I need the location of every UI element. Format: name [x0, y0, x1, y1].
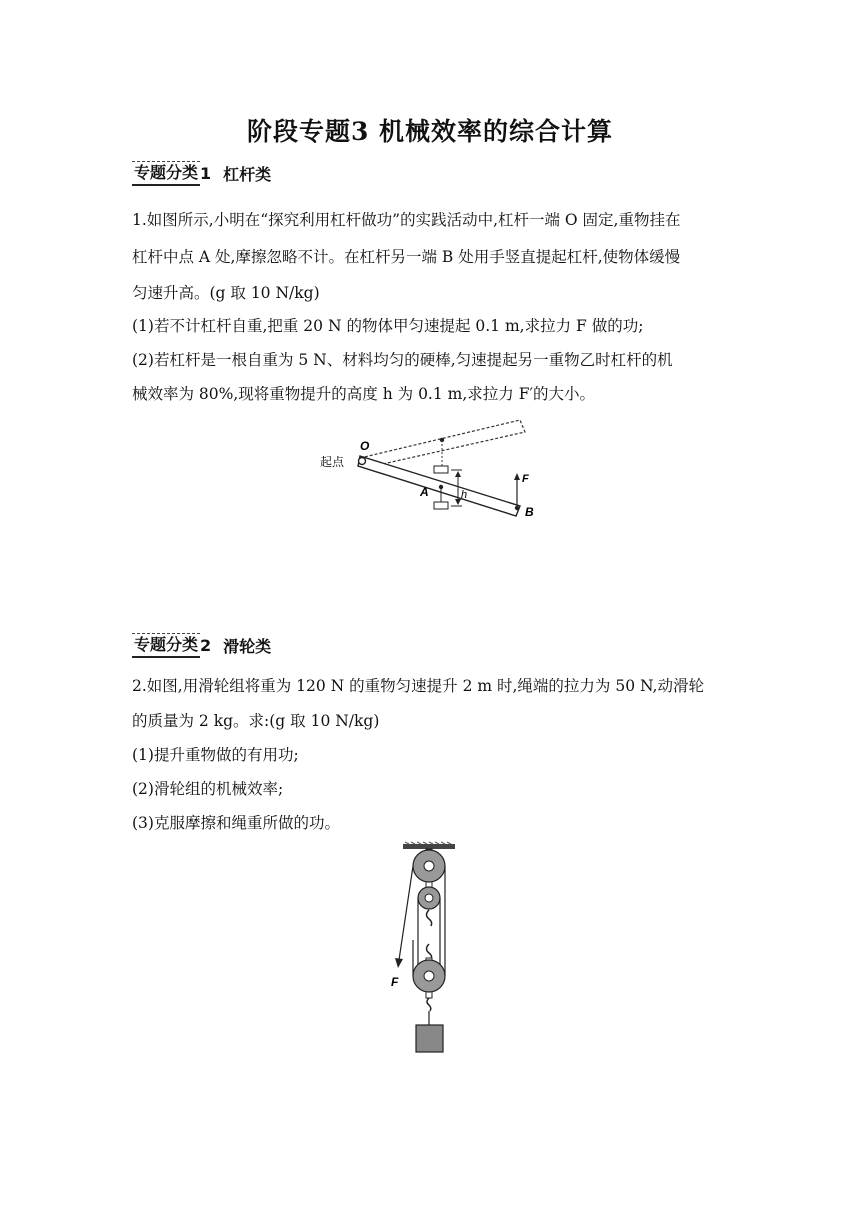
force-arrowhead — [395, 958, 403, 968]
free-rope — [399, 866, 413, 960]
pivot-point — [359, 458, 366, 465]
fixed-pulley-large-axle — [424, 861, 434, 871]
q1-line-3: 匀速升高。(g 取 10 N/kg) — [132, 284, 320, 302]
lower-hook — [427, 998, 431, 1011]
b-label: B — [525, 505, 534, 519]
pulley-diagram — [385, 840, 475, 1055]
h-label: h — [461, 489, 468, 501]
f-label: F — [522, 473, 529, 485]
q2-part-3: (3)克服摩擦和绳重所做的功。 — [132, 814, 340, 832]
a-label: A — [420, 485, 429, 499]
page-title: 阶段专题3 机械效率的综合计算 — [246, 117, 614, 146]
section-1-header — [132, 160, 271, 186]
lower-weight — [434, 502, 448, 509]
section-title: 滑轮类 — [223, 636, 272, 656]
upper-hook — [427, 910, 432, 926]
section-number: 1 — [200, 163, 212, 183]
ceiling-bar — [403, 844, 455, 849]
raised-weight — [434, 466, 448, 473]
start-label: 起点 — [320, 455, 345, 469]
section-tag: 专题分类 — [132, 633, 200, 658]
q1-line-1: 1.如图所示,小明在“探究利用杠杆做功”的实践活动中,杠杆一端 O 固定,重物挂在 — [132, 211, 681, 229]
h-arrow-up — [455, 471, 461, 477]
o-label: O — [360, 439, 370, 453]
section-title: 杠杆类 — [223, 164, 272, 184]
movable-pulley-large-axle — [424, 971, 434, 981]
section-tag: 专题分类 — [132, 161, 200, 186]
q1-part-2b: 械效率为 80%,现将重物提升的高度 h 为 0.1 m,求拉力 F′的大小。 — [132, 385, 595, 403]
f-label: F — [391, 975, 399, 989]
load-block — [416, 1025, 443, 1052]
q1-part-2a: (2)若杠杆是一根自重为 5 N、材料均匀的硬棒,匀速提起另一重物乙时杠杆的机 — [132, 351, 673, 369]
q1-line-2: 杠杆中点 A 处,摩擦忽略不计。在杠杆另一端 B 处用手竖直提起杠杆,使物体缓慢 — [132, 248, 681, 266]
q2-part-2: (2)滑轮组的机械效率; — [132, 780, 284, 798]
fixed-pulley-small-axle — [425, 894, 433, 902]
ceiling-hatching — [405, 842, 451, 844]
section-2-header — [132, 632, 271, 658]
pulley-figure — [385, 840, 475, 1059]
q1-part-1: (1)若不计杠杆自重,把重 20 N 的物体甲匀速提起 0.1 m,求拉力 F 做的功; — [132, 317, 644, 335]
q2-line-1: 2.如图,用滑轮组将重为 120 N 的重物匀速提升 2 m 时,绳端的拉力为 50 N,动滑轮 — [132, 677, 704, 695]
section-number: 2 — [200, 635, 212, 655]
force-arrowhead — [514, 473, 520, 480]
q2-part-1: (1)提升重物做的有用功; — [132, 746, 299, 764]
lever-diagram — [320, 410, 550, 525]
lever-figure — [320, 410, 550, 529]
b-point — [515, 506, 519, 510]
q2-line-2: 的质量为 2 kg。求:(g 取 10 N/kg) — [132, 712, 380, 730]
